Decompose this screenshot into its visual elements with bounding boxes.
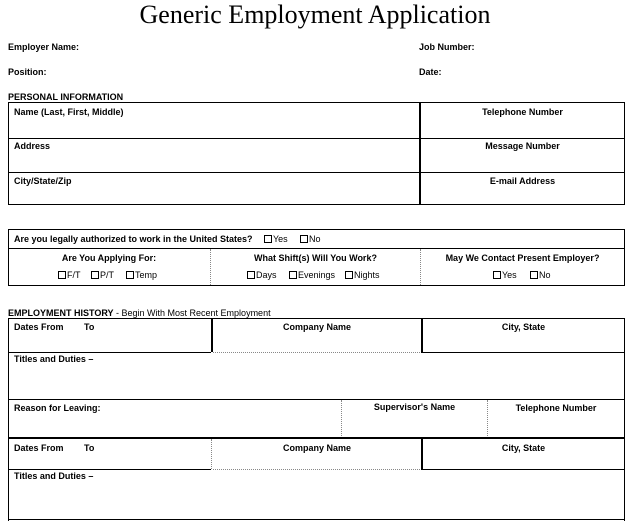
authorized-no-checkbox[interactable] <box>300 235 308 243</box>
message-number-label: Message Number <box>485 141 560 151</box>
authorized-yes-label: Yes <box>273 234 288 244</box>
contact-no-label: No <box>539 270 551 280</box>
titles-duties-label: Titles and Duties – <box>14 354 94 364</box>
divider <box>8 248 625 249</box>
evenings-checkbox[interactable] <box>289 271 297 279</box>
ft-label: F/T <box>67 270 81 280</box>
authorized-yes-checkbox[interactable] <box>264 235 272 243</box>
days-checkbox[interactable] <box>247 271 255 279</box>
employer-name-label: Employer Name: <box>8 42 80 52</box>
divider <box>8 229 625 230</box>
ft-option[interactable] <box>58 270 81 280</box>
authorized-yes-option[interactable] <box>264 234 288 244</box>
days-option[interactable] <box>247 270 277 280</box>
evenings-label: Evenings <box>298 270 336 280</box>
divider <box>213 469 420 470</box>
date-input[interactable] <box>448 65 624 79</box>
pt-label: P/T <box>100 270 115 280</box>
reason-for-leaving-input[interactable] <box>12 415 338 435</box>
divider <box>211 439 212 469</box>
ft-checkbox[interactable] <box>58 271 66 279</box>
divider <box>8 469 211 470</box>
city-state-input[interactable] <box>426 454 622 468</box>
divider <box>624 102 625 204</box>
name-input[interactable] <box>12 119 416 136</box>
authorized-no-option[interactable] <box>300 234 321 244</box>
temp-option[interactable] <box>126 270 157 280</box>
divider <box>421 352 625 353</box>
email-label: E-mail Address <box>489 176 556 186</box>
divider <box>8 519 625 520</box>
divider <box>419 102 421 204</box>
divider <box>8 399 625 400</box>
divider <box>624 438 625 521</box>
contact-yes-label: Yes <box>502 270 517 280</box>
titles-duties-label: Titles and Duties – <box>14 471 94 481</box>
divider <box>421 469 625 470</box>
position-label: Position: <box>8 67 47 77</box>
supervisor-telephone-label: Telephone Number <box>515 403 597 413</box>
contact-no-option[interactable] <box>530 270 551 280</box>
pt-checkbox[interactable] <box>91 271 99 279</box>
divider <box>213 352 420 353</box>
divider <box>8 437 625 439</box>
divider <box>624 318 625 438</box>
divider <box>8 352 211 353</box>
city-state-zip-label: City/State/Zip <box>14 176 72 186</box>
company-name-label: Company Name <box>282 443 352 453</box>
pt-option[interactable] <box>91 270 114 280</box>
city-state-zip-input[interactable] <box>12 187 416 202</box>
city-state-label: City, State <box>501 443 546 453</box>
position-input[interactable] <box>55 65 405 79</box>
company-name-input[interactable] <box>216 334 418 350</box>
temp-label: Temp <box>135 270 158 280</box>
telephone-input[interactable] <box>424 119 622 136</box>
employment-history-subtitle: - Begin With Most Recent Employment <box>113 308 271 318</box>
supervisor-name-label: Supervisor's Name <box>373 402 456 412</box>
job-number-input[interactable] <box>486 40 624 54</box>
divider <box>8 318 9 438</box>
work-authorization-question: Are you legally authorized to work in the United States? <box>14 234 253 244</box>
city-state-input[interactable] <box>426 334 622 350</box>
dates-to-label: To <box>84 322 95 332</box>
supervisor-name-input[interactable] <box>345 415 485 435</box>
days-label: Days <box>256 270 277 280</box>
address-input[interactable] <box>12 153 416 170</box>
personal-information-heading: PERSONAL INFORMATION <box>8 92 124 102</box>
contact-yes-option[interactable] <box>493 270 517 280</box>
nights-checkbox[interactable] <box>345 271 353 279</box>
company-name-input[interactable] <box>216 454 418 468</box>
employer-name-input[interactable] <box>92 40 402 54</box>
nights-option[interactable] <box>345 270 380 280</box>
address-label: Address <box>14 141 51 151</box>
dates-input[interactable] <box>12 454 208 468</box>
company-name-label: Company Name <box>282 322 352 332</box>
applying-for-question: Are You Applying For: <box>61 253 157 263</box>
job-number-label: Job Number: <box>419 42 475 52</box>
employment-history-heading <box>8 308 271 318</box>
divider <box>8 438 9 521</box>
city-state-label: City, State <box>501 322 546 332</box>
temp-checkbox[interactable] <box>126 271 134 279</box>
reason-for-leaving-label: Reason for Leaving: <box>14 403 101 413</box>
divider <box>8 102 625 103</box>
titles-duties-input[interactable] <box>12 483 622 517</box>
divider <box>624 229 625 285</box>
contact-employer-question: May We Contact Present Employer? <box>445 253 600 263</box>
contact-no-checkbox[interactable] <box>530 271 538 279</box>
employment-history-title: EMPLOYMENT HISTORY <box>8 308 114 318</box>
message-number-input[interactable] <box>424 153 622 170</box>
dates-input[interactable] <box>12 334 208 350</box>
evenings-option[interactable] <box>289 270 335 280</box>
date-label: Date: <box>419 67 442 77</box>
titles-duties-input[interactable] <box>12 366 622 397</box>
nights-label: Nights <box>354 270 380 280</box>
page-title: Generic Employment Application <box>139 0 491 29</box>
email-input[interactable] <box>424 187 622 202</box>
divider <box>8 204 625 205</box>
divider <box>8 285 625 286</box>
authorized-no-label: No <box>309 234 321 244</box>
contact-yes-checkbox[interactable] <box>493 271 501 279</box>
dates-to-label: To <box>84 443 95 453</box>
divider <box>8 138 625 139</box>
name-label: Name (Last, First, Middle) <box>14 107 124 117</box>
dates-from-label: Dates From <box>14 322 64 332</box>
divider <box>8 172 625 173</box>
divider <box>8 318 625 319</box>
dates-from-label: Dates From <box>14 443 64 453</box>
supervisor-telephone-input[interactable] <box>491 415 622 435</box>
divider <box>8 102 9 204</box>
telephone-label: Telephone Number <box>482 107 563 117</box>
shift-question: What Shift(s) Will You Work? <box>254 253 377 263</box>
